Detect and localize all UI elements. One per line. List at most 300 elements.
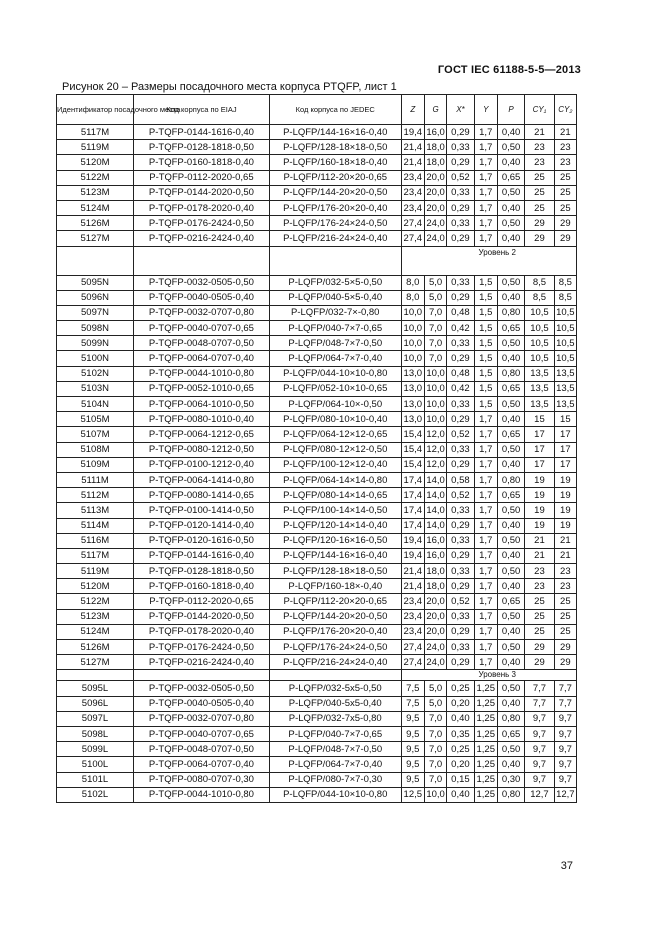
- table-cell: 1,7: [474, 472, 497, 487]
- table-cell: 1,7: [474, 412, 497, 427]
- table-cell: P-TQFP-0112-2020-0,65: [134, 170, 270, 185]
- table-cell: P-TQFP-0032-0707-0,80: [134, 711, 270, 726]
- table-cell: 12,7: [554, 787, 576, 802]
- table-row: [57, 579, 577, 594]
- table-cell: 17: [525, 427, 554, 442]
- table-cell: 0,65: [497, 726, 524, 741]
- table-cell: 7,7: [525, 696, 554, 711]
- table-cell: 8,0: [401, 275, 424, 290]
- table-row: [57, 609, 577, 624]
- table-cell: 1,7: [474, 533, 497, 548]
- table-cell: P-LQFP/112-20×20-0,65: [269, 170, 401, 185]
- table-cell: 7,0: [424, 742, 446, 757]
- table-cell: 10,0: [401, 321, 424, 336]
- table-row: [57, 442, 577, 457]
- table-cell: P-TQFP-0160-1818-0,40: [134, 155, 270, 170]
- table-cell: 20,0: [424, 594, 446, 609]
- table-cell: 27,4: [401, 640, 424, 655]
- table-cell: 7,0: [424, 772, 446, 787]
- table-cell: 1,7: [474, 624, 497, 639]
- table-cell: P-LQFP/044-10×10-0,80: [269, 366, 401, 381]
- table-cell: 29: [554, 640, 576, 655]
- table-cell: 0,48: [447, 366, 474, 381]
- table-row: [57, 412, 577, 427]
- table-cell: 5114M: [57, 518, 134, 533]
- table-cell: 0,65: [497, 170, 524, 185]
- table-cell: 1,7: [474, 564, 497, 579]
- table-cell: P-TQFP-0144-1616-0,40: [134, 125, 270, 140]
- table-cell: 27,4: [401, 216, 424, 231]
- table-row: [57, 472, 577, 487]
- table-cell: 5102L: [57, 787, 134, 802]
- table-cell: 1,7: [474, 640, 497, 655]
- table-cell: 12,7: [525, 787, 554, 802]
- table-cell: 0,40: [447, 711, 474, 726]
- table-row: [57, 787, 577, 802]
- table-cell: 1,7: [474, 231, 497, 246]
- table-cell: 5,0: [424, 696, 446, 711]
- table-cell: P-TQFP-0064-1010-0,50: [134, 397, 270, 412]
- table-cell: 7,0: [424, 726, 446, 741]
- table-cell: 1,7: [474, 518, 497, 533]
- table-cell: 18,0: [424, 155, 446, 170]
- table-cell: 7,0: [424, 757, 446, 772]
- table-cell: 19: [525, 488, 554, 503]
- col-header-z: Z: [401, 95, 424, 125]
- figure-title: Рисунок 20 – Размеры посадочного места корпуса PTQFP, лист 1: [62, 81, 397, 93]
- col-header-id: Идентификатор посадочного места: [57, 95, 134, 125]
- table-cell: 0,33: [447, 185, 474, 200]
- table-cell: 13,5: [525, 366, 554, 381]
- table-cell: P-LQFP/216-24×24-0,40: [269, 655, 401, 670]
- table-cell: P-TQFP-0128-1818-0,50: [134, 564, 270, 579]
- table-cell: 12,0: [424, 427, 446, 442]
- table-cell: P-TQFP-0048-0707-0,50: [134, 336, 270, 351]
- table-cell: 0,65: [497, 488, 524, 503]
- table-cell: P-LQFP/032-7×-0,80: [269, 305, 401, 320]
- table-cell: 0,50: [497, 533, 524, 548]
- table-row: [57, 624, 577, 639]
- table-cell: P-LQFP/040-7×7-0,65: [269, 726, 401, 741]
- table-cell: P-TQFP-0080-1010-0,40: [134, 412, 270, 427]
- table-row: [57, 125, 577, 140]
- table-cell: 1,7: [474, 655, 497, 670]
- table-cell: 1,7: [474, 200, 497, 215]
- table-cell: 5120M: [57, 579, 134, 594]
- table-cell: 0,29: [447, 457, 474, 472]
- table-cell: 0,25: [447, 681, 474, 696]
- table-cell: P-TQFP-0178-2020-0,40: [134, 624, 270, 639]
- table-cell: P-LQFP/080-12×12-0,50: [269, 442, 401, 457]
- table-cell: 25: [554, 594, 576, 609]
- table-cell: 0,80: [497, 305, 524, 320]
- table-cell: 0,40: [497, 351, 524, 366]
- table-cell: 5100L: [57, 757, 134, 772]
- table-cell: 9,7: [554, 742, 576, 757]
- table-cell: 19: [554, 472, 576, 487]
- table-cell: 23: [554, 579, 576, 594]
- table-cell: 7,5: [401, 696, 424, 711]
- table-cell: 5100N: [57, 351, 134, 366]
- table-cell: 0,29: [447, 412, 474, 427]
- table-cell: 9,7: [554, 711, 576, 726]
- table-cell: P-LQFP/064-7×7-0,40: [269, 757, 401, 772]
- table-cell: P-LQFP/176-24×24-0,50: [269, 640, 401, 655]
- table-cell: 0,20: [447, 757, 474, 772]
- table-cell: 20,0: [424, 170, 446, 185]
- table-cell: P-LQFP/144-20×20-0,50: [269, 185, 401, 200]
- table-cell: 0,33: [447, 503, 474, 518]
- table-cell: 1,25: [474, 696, 497, 711]
- table-cell: P-LQFP/048-7×7-0,50: [269, 742, 401, 757]
- table-cell: 0,29: [447, 200, 474, 215]
- table-cell: 5104N: [57, 397, 134, 412]
- table-cell: P-TQFP-0040-0707-0,65: [134, 726, 270, 741]
- table-cell: 0,50: [497, 564, 524, 579]
- table-cell: 9,5: [401, 772, 424, 787]
- level-empty-cell: [269, 246, 401, 275]
- table-cell: 0,50: [497, 140, 524, 155]
- table-cell: 23: [554, 564, 576, 579]
- table-cell: 0,40: [497, 624, 524, 639]
- table-cell: 18,0: [424, 564, 446, 579]
- table-cell: 25: [525, 609, 554, 624]
- table-cell: 19: [554, 488, 576, 503]
- level-empty-cell: [134, 246, 270, 275]
- table-cell: P-LQFP/144-16×16-0,40: [269, 548, 401, 563]
- table-cell: 10,5: [525, 336, 554, 351]
- table-cell: P-TQFP-0160-1818-0,40: [134, 579, 270, 594]
- table-row: [57, 321, 577, 336]
- table-cell: 5111M: [57, 472, 134, 487]
- table-cell: 25: [525, 185, 554, 200]
- table-cell: P-LQFP/080-10×10-0,40: [269, 412, 401, 427]
- table-cell: 1,25: [474, 742, 497, 757]
- table-cell: 5120M: [57, 155, 134, 170]
- table-cell: 21: [525, 125, 554, 140]
- table-cell: 13,5: [554, 381, 576, 396]
- table-cell: 14,0: [424, 472, 446, 487]
- table-cell: P-LQFP/176-20×20-0,40: [269, 200, 401, 215]
- table-row: [57, 757, 577, 772]
- table-cell: 0,50: [497, 503, 524, 518]
- table-cell: 1,7: [474, 427, 497, 442]
- table-cell: P-LQFP/144-16×16-0,40: [269, 125, 401, 140]
- table-cell: 5101L: [57, 772, 134, 787]
- table-cell: 5127M: [57, 655, 134, 670]
- table-cell: 24,0: [424, 640, 446, 655]
- table-cell: 5098L: [57, 726, 134, 741]
- table-cell: 1,5: [474, 321, 497, 336]
- table-cell: 0,50: [497, 442, 524, 457]
- table-cell: 10,0: [401, 336, 424, 351]
- table-cell: 0,29: [447, 155, 474, 170]
- table-cell: 0,33: [447, 336, 474, 351]
- table-cell: 0,50: [497, 185, 524, 200]
- table-cell: 9,7: [554, 772, 576, 787]
- table-row: [57, 564, 577, 579]
- table-cell: P-TQFP-0040-0505-0,40: [134, 290, 270, 305]
- table-cell: 15,4: [401, 427, 424, 442]
- table-row: [57, 488, 577, 503]
- table-cell: 1,25: [474, 711, 497, 726]
- table-cell: 15,4: [401, 457, 424, 472]
- table-cell: 0,58: [447, 472, 474, 487]
- table-cell: 25: [554, 185, 576, 200]
- col-header-eiaj: Код корпуса по EIAJ: [134, 95, 270, 125]
- table-cell: P-TQFP-0044-1010-0,80: [134, 366, 270, 381]
- table-cell: 0,29: [447, 290, 474, 305]
- table-cell: 19: [525, 518, 554, 533]
- table-cell: 10,5: [554, 336, 576, 351]
- table-cell: 0,80: [497, 787, 524, 802]
- table-cell: 0,40: [497, 655, 524, 670]
- table-row: [57, 170, 577, 185]
- table-cell: 10,0: [424, 381, 446, 396]
- table-cell: P-TQFP-0080-1212-0,50: [134, 442, 270, 457]
- table-cell: 1,5: [474, 366, 497, 381]
- table-cell: 1,25: [474, 757, 497, 772]
- col-header-x: X*: [447, 95, 474, 125]
- table-cell: 23: [525, 155, 554, 170]
- table-cell: 17: [554, 442, 576, 457]
- table-cell: P-TQFP-0176-2424-0,50: [134, 640, 270, 655]
- table-row: [57, 290, 577, 305]
- table-cell: 0,48: [447, 305, 474, 320]
- table-row: [57, 216, 577, 231]
- table-cell: 18,0: [424, 140, 446, 155]
- table-cell: P-LQFP/040-7×7-0,65: [269, 321, 401, 336]
- table-cell: 23,4: [401, 170, 424, 185]
- table-cell: 8,5: [554, 275, 576, 290]
- table-row: [57, 594, 577, 609]
- table-cell: P-TQFP-0144-1616-0,40: [134, 548, 270, 563]
- table-cell: P-LQFP/128-18×18-0,50: [269, 140, 401, 155]
- table-cell: 5113M: [57, 503, 134, 518]
- table-cell: P-TQFP-0032-0707-0,80: [134, 305, 270, 320]
- table-cell: 9,5: [401, 757, 424, 772]
- table-cell: 13,5: [554, 366, 576, 381]
- table-cell: 5117M: [57, 125, 134, 140]
- table-cell: 17,4: [401, 488, 424, 503]
- table-cell: P-TQFP-0032-0505-0,50: [134, 681, 270, 696]
- table-cell: 5108M: [57, 442, 134, 457]
- table-cell: 25: [525, 200, 554, 215]
- table-cell: 21: [525, 533, 554, 548]
- table-cell: 9,5: [401, 726, 424, 741]
- table-cell: 19,4: [401, 533, 424, 548]
- table-cell: 25: [525, 624, 554, 639]
- table-cell: 29: [554, 216, 576, 231]
- table-cell: P-LQFP/176-24×24-0,50: [269, 216, 401, 231]
- table-cell: 0,40: [447, 787, 474, 802]
- table-cell: 10,0: [424, 412, 446, 427]
- table-cell: 8,0: [401, 290, 424, 305]
- level-row: [57, 670, 577, 681]
- table-cell: 19: [525, 503, 554, 518]
- table-cell: 0,29: [447, 351, 474, 366]
- table-cell: P-LQFP/100-12×12-0,40: [269, 457, 401, 472]
- table-cell: P-TQFP-0216-2424-0,40: [134, 231, 270, 246]
- table-cell: 10,5: [554, 351, 576, 366]
- table-row: [57, 366, 577, 381]
- table-cell: P-LQFP/032-5×5-0,50: [269, 275, 401, 290]
- table-cell: 5107M: [57, 427, 134, 442]
- table-cell: 0,29: [447, 125, 474, 140]
- table-cell: P-LQFP/120-16×16-0,50: [269, 533, 401, 548]
- table-cell: 5124M: [57, 200, 134, 215]
- table-cell: 1,7: [474, 503, 497, 518]
- table-cell: 1,25: [474, 726, 497, 741]
- table-cell: P-TQFP-0040-0707-0,65: [134, 321, 270, 336]
- table-cell: 23: [554, 155, 576, 170]
- table-cell: 20,0: [424, 609, 446, 624]
- table-cell: P-LQFP/044-10×10-0,80: [269, 787, 401, 802]
- table-cell: P-LQFP/160-18×-0,40: [269, 579, 401, 594]
- table-cell: P-LQFP/128-18×18-0,50: [269, 564, 401, 579]
- table-cell: 0,40: [497, 125, 524, 140]
- table-cell: 5123M: [57, 185, 134, 200]
- table-cell: P-TQFP-0064-1212-0,65: [134, 427, 270, 442]
- table-cell: 5102N: [57, 366, 134, 381]
- table-cell: 8,5: [554, 290, 576, 305]
- table-row: [57, 696, 577, 711]
- table-cell: 25: [554, 624, 576, 639]
- table-body: [57, 125, 577, 803]
- table-cell: 21,4: [401, 564, 424, 579]
- table-row: [57, 518, 577, 533]
- table-cell: P-TQFP-0064-1414-0,80: [134, 472, 270, 487]
- table-cell: 5,0: [424, 290, 446, 305]
- table-row: [57, 711, 577, 726]
- table-cell: 12,0: [424, 442, 446, 457]
- table-cell: 5119M: [57, 140, 134, 155]
- table-cell: P-LQFP/100-14×14-0,50: [269, 503, 401, 518]
- table-cell: 17: [554, 427, 576, 442]
- table-cell: P-TQFP-0112-2020-0,65: [134, 594, 270, 609]
- table-cell: 0,33: [447, 564, 474, 579]
- table-cell: 13,0: [401, 366, 424, 381]
- table-cell: 10,5: [525, 305, 554, 320]
- table-cell: P-TQFP-0178-2020-0,40: [134, 200, 270, 215]
- table-cell: 5122M: [57, 594, 134, 609]
- table-cell: 0,65: [497, 427, 524, 442]
- table-row: [57, 681, 577, 696]
- table-cell: 20,0: [424, 200, 446, 215]
- table-row: [57, 351, 577, 366]
- table-cell: 21: [554, 125, 576, 140]
- table-cell: P-TQFP-0064-0707-0,40: [134, 757, 270, 772]
- table-cell: 0,40: [497, 548, 524, 563]
- table-row: [57, 185, 577, 200]
- table-cell: 5097L: [57, 711, 134, 726]
- table-cell: 16,0: [424, 548, 446, 563]
- table-cell: P-LQFP/144-20×20-0,50: [269, 609, 401, 624]
- table-cell: 5126M: [57, 640, 134, 655]
- table-cell: P-TQFP-0128-1818-0,50: [134, 140, 270, 155]
- table-row: [57, 772, 577, 787]
- table-cell: 9,7: [525, 726, 554, 741]
- table-cell: 0,35: [447, 726, 474, 741]
- table-cell: 13,0: [401, 381, 424, 396]
- table-cell: 0,40: [497, 579, 524, 594]
- table-cell: 24,0: [424, 655, 446, 670]
- table-cell: 12,0: [424, 457, 446, 472]
- table-cell: 0,50: [497, 742, 524, 757]
- table-cell: 24,0: [424, 231, 446, 246]
- col-header-cy2: CY₂: [554, 95, 576, 125]
- table-cell: P-TQFP-0080-1414-0,65: [134, 488, 270, 503]
- table-cell: 13,5: [525, 381, 554, 396]
- table-cell: 0,40: [497, 518, 524, 533]
- table-cell: 5119M: [57, 564, 134, 579]
- table-cell: 10,5: [525, 351, 554, 366]
- table-cell: 29: [525, 231, 554, 246]
- table-cell: 9,7: [525, 711, 554, 726]
- table-cell: 5103N: [57, 381, 134, 396]
- table-cell: 0,40: [497, 696, 524, 711]
- table-row: [57, 275, 577, 290]
- level-empty-cell: [134, 670, 270, 681]
- table-cell: P-TQFP-0032-0505-0,50: [134, 275, 270, 290]
- table-cell: 29: [554, 655, 576, 670]
- table-cell: 0,29: [447, 579, 474, 594]
- table-cell: 0,29: [447, 548, 474, 563]
- table-header: [57, 95, 577, 125]
- table-cell: P-LQFP/032-7x5-0,80: [269, 711, 401, 726]
- level-empty-cell: [57, 670, 134, 681]
- table-cell: 0,52: [447, 488, 474, 503]
- table-cell: P-LQFP/064-14×14-0,80: [269, 472, 401, 487]
- table-cell: 5105M: [57, 412, 134, 427]
- table-cell: 0,20: [447, 696, 474, 711]
- table-cell: 20,0: [424, 624, 446, 639]
- table-cell: 0,25: [447, 742, 474, 757]
- table-cell: 1,25: [474, 772, 497, 787]
- table-cell: P-LQFP/064-7×7-0,40: [269, 351, 401, 366]
- table-cell: 0,40: [497, 412, 524, 427]
- table-cell: 1,5: [474, 275, 497, 290]
- table-row: [57, 200, 577, 215]
- table-cell: 0,65: [497, 381, 524, 396]
- table-row: [57, 640, 577, 655]
- table-cell: 0,50: [497, 216, 524, 231]
- level-row: [57, 246, 577, 275]
- table-cell: 7,0: [424, 351, 446, 366]
- table-cell: 21,4: [401, 155, 424, 170]
- table-cell: 1,5: [474, 397, 497, 412]
- table-row: [57, 742, 577, 757]
- table-cell: 0,52: [447, 427, 474, 442]
- table-cell: 0,50: [497, 609, 524, 624]
- table-cell: P-TQFP-0144-2020-0,50: [134, 609, 270, 624]
- table-cell: 5123M: [57, 609, 134, 624]
- table-cell: 0,40: [497, 231, 524, 246]
- table-cell: 1,7: [474, 155, 497, 170]
- table-cell: 1,5: [474, 381, 497, 396]
- table-cell: P-LQFP/064-12×12-0,65: [269, 427, 401, 442]
- table-cell: 25: [525, 594, 554, 609]
- table-cell: P-TQFP-0064-0707-0,40: [134, 351, 270, 366]
- table-cell: 0,50: [497, 681, 524, 696]
- table-cell: P-TQFP-0120-1616-0,50: [134, 533, 270, 548]
- level-label: Уровень 2: [401, 246, 576, 275]
- table-cell: 1,7: [474, 609, 497, 624]
- table-cell: 14,0: [424, 488, 446, 503]
- table-cell: 7,0: [424, 321, 446, 336]
- table-cell: 27,4: [401, 231, 424, 246]
- table-cell: 21: [525, 548, 554, 563]
